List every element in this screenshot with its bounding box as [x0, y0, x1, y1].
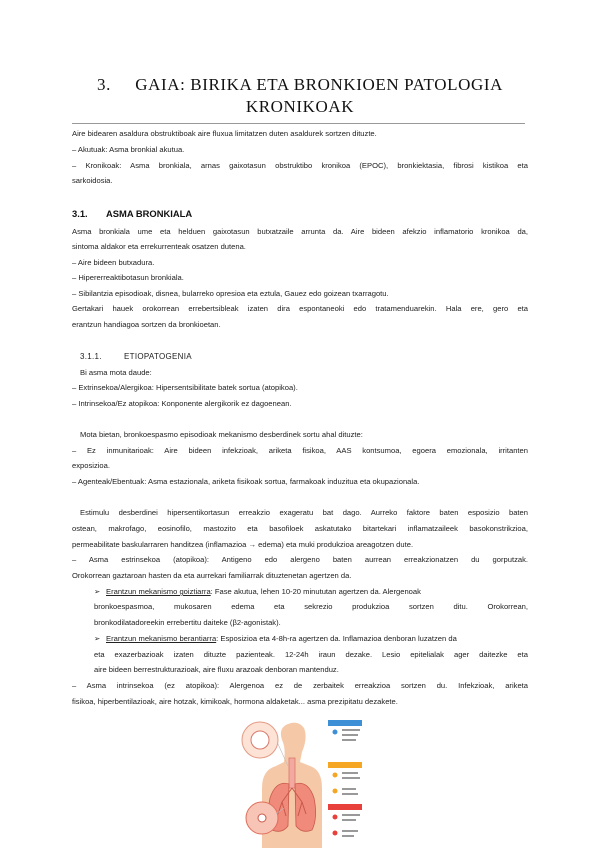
subsection-heading: [80, 352, 192, 361]
intro-line: – Kronikoak: Asma bronkiala, arnas gaixotasun obstruktibo kronikoa (EPOC), bronkiektasia, fibrosi kistikoa eta: [72, 161, 528, 170]
legend-header-orange: [328, 762, 362, 768]
late-response-item: [80, 634, 528, 644]
legend-text-stub: [342, 739, 356, 741]
late-response-line: eta exazerbazioak izaten dituzte pazienteak. 12-24h iraun dezake. Lesio epitelialak ager daitezke eta: [94, 650, 528, 659]
inflamed-airway-lumen: [258, 814, 266, 822]
legend-text-stub: [342, 729, 360, 731]
title-divider: [72, 123, 525, 124]
types-line: Bi asma mota daude:: [80, 368, 152, 377]
stimulus-line: Orokorrean gaztaroan hasten da eta aurrekari familiarrak dituztenetan agertzen da.: [72, 571, 352, 580]
stimulus-line: – Asma estrinsekoa (atopikoa): Antigeno edo alergeno baten aurrean erreakzionatzen du gorputzak.: [72, 555, 528, 564]
intro-line: sarkoidosia.: [72, 176, 113, 185]
early-response-line: bronkodilatadoreekin errebertitu daiteke (β2-agonistak).: [94, 618, 281, 627]
paragraph-line: – Sibilantzia episodioak, disnea, bularreko opresioa eta eztula, Gauez edo goizean txarragotu.: [72, 289, 389, 298]
intro-line: – Akutuak: Asma bronkial akutua.: [72, 145, 185, 154]
asthma-lungs-illustration: [232, 718, 364, 848]
types-line: – Intrinsekoa/Ez atopikoa: Konponente alergikorik ez dagoenean.: [72, 399, 292, 408]
legend-header-blue: [328, 720, 362, 726]
legend-header-red: [328, 804, 362, 810]
legend-dot: [333, 815, 338, 820]
mechanisms-line: – Ez inmunitarioak: Aire bideen infekzioak, ariketa fisikoa, AAS kontsumoa, egoera emozionala, irritanten: [72, 446, 528, 455]
early-response-label: Erantzun mekanismo goiztiarra: [106, 587, 211, 596]
late-response-text: : Esposizioa eta 4-8h-ra agertzen da. Inflamazioa denboran luzatzen da: [216, 634, 457, 643]
chapter-number: 3.: [96, 75, 111, 94]
paragraph-line: Gertakari hauek orokorrean errebertsibleak izaten dira espontaneoki edo tratamenduarekin. Hala ere, gero eta: [72, 304, 528, 313]
stimulus-line: permeabilitate baskularraren handitzea (inflamazioa → edema) eta muki produkzioa areagotzen dute.: [72, 540, 414, 549]
paragraph-line: – Hipererreaktibotasun bronkiala.: [72, 273, 184, 282]
early-response-line: bronkoespasmoa, mukosaren edema eta sekrezio produkzioa sortzen ditu. Orokorrean,: [94, 602, 528, 611]
stimulus-line: Estimulu desberdinei hipersentikortasun erreakzio exageratu bat dago. Aurreko faktore baten esposizio baten: [80, 508, 528, 517]
legend-text-stub: [342, 819, 356, 821]
trachea: [289, 758, 295, 788]
legend-dot: [333, 789, 338, 794]
subsection-number: 3.1.1.: [80, 352, 102, 361]
late-response-line: aire bideen berrestrukturazioak, aire fluxu arazoak denboran mantenduz.: [94, 665, 339, 674]
section-number: 3.1.: [72, 208, 88, 219]
normal-airway-lumen: [251, 731, 269, 749]
paragraph-line: sintoma aldakor eta errekurrenteak osatzen dutena.: [72, 242, 246, 251]
mechanisms-line: Mota bietan, bronkoespasmo episodioak mekanismo desberdinek sortu ahal dituzte:: [80, 430, 363, 439]
subsection-title: ETIOPATOGENIA: [124, 352, 192, 361]
stimulus-line: ostean, makrofago, eosinofilo, mastozito eta basofiloek askatutako bitartekari inflamatzaileek basokonstrikzioa,: [72, 524, 528, 533]
intrinsic-line: fisikoa, hiperbentilazioak, aire hotzak, kimikoak, hormona aldaketak... asma prezipitatu dezakete.: [72, 697, 398, 706]
legend-dot: [333, 730, 338, 735]
types-line: – Extrinsekoa/Alergikoa: Hipersentsibilitate batek sortua (atopikoa).: [72, 383, 298, 392]
paragraph-line: – Aire bideen butxadura.: [72, 258, 155, 267]
legend-text-stub: [342, 772, 358, 774]
mechanisms-line: – Agenteak/Ebentuak: Asma estazionala, ariketa fisikoak sortua, farmakoak induzitua eta okupazionala.: [72, 477, 420, 486]
legend-text-stub: [342, 788, 356, 790]
late-response-label: Erantzun mekanismo berantiarra: [106, 634, 217, 643]
early-response-item: [80, 587, 528, 597]
paragraph-line: erantzun handiagoa sortzen da bronkioetan.: [72, 320, 221, 329]
intro-line: Aire bidearen asaldura obstruktiboak aire fluxua limitatzen duten asaldurek sortzen dituzte.: [72, 129, 377, 138]
legend-text-stub: [342, 814, 360, 816]
mechanisms-line: exposizioa.: [72, 461, 110, 470]
legend-text-stub: [342, 777, 360, 779]
paragraph-line: Asma bronkiala ume eta helduen gaixotasun butxatzaile arrunta da. Aire bideen afekzio inflamatorio kronikoa da,: [72, 227, 528, 236]
chapter-title-line1: [70, 74, 530, 96]
legend-text-stub: [342, 734, 358, 736]
section-title: ASMA BRONKIALA: [106, 208, 193, 219]
chapter-title: [70, 74, 530, 118]
section-heading: [72, 208, 192, 219]
legend-dot: [333, 831, 338, 836]
chapter-title-text: GAIA: BIRIKA ETA BRONKIOEN PATOLOGIA: [135, 75, 503, 94]
legend-text-stub: [342, 830, 358, 832]
arrow-bullet-icon: ➢: [94, 634, 101, 643]
legend-dot: [333, 773, 338, 778]
legend-text-stub: [342, 793, 358, 795]
intrinsic-line: – Asma intrinsekoa (ez atopikoa): Alergenoa ez de zerbaitek erreakzioa sortzen du. Infekzioak, ariketa: [72, 681, 528, 690]
early-response-text: : Fase akutua, lehen 10-20 minututan agertzen da. Alergenoak: [210, 587, 421, 596]
arrow-bullet-icon: ➢: [94, 587, 101, 596]
legend-text-stub: [342, 835, 354, 837]
chapter-title-line2: KRONIKOAK: [245, 97, 355, 116]
